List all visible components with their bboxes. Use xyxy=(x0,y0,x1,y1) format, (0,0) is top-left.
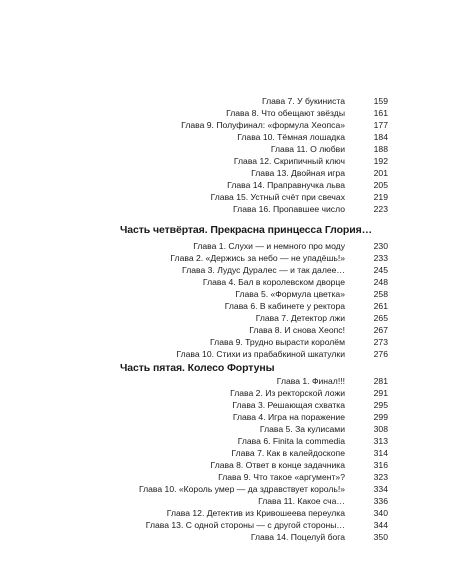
toc-entry[interactable] xyxy=(0,507,470,519)
toc-entry-title: Глава 9. Что такое «аргумент»? xyxy=(218,472,345,482)
toc-entry[interactable] xyxy=(0,447,470,459)
toc-entry-page: 308 xyxy=(373,424,388,434)
toc-entry[interactable] xyxy=(0,375,470,387)
toc-entry-title: Глава 13. Двойная игра xyxy=(251,168,345,178)
toc-entry-title: Глава 10. Тёмная лошадка xyxy=(237,132,345,142)
toc-entry-title: Глава 5. «Формула цветка» xyxy=(235,289,345,299)
toc-entry-title: Глава 8. Ответ в конце задачника xyxy=(210,460,345,470)
toc-entry-title: Глава 2. Из ректорской ложи xyxy=(230,388,345,398)
toc-entry-page: 295 xyxy=(373,400,388,410)
toc-entry-page: 258 xyxy=(373,289,388,299)
toc-entry-title: Глава 11. О любви xyxy=(270,144,345,154)
toc-entry-page: 334 xyxy=(373,484,388,494)
toc-entry-page: 350 xyxy=(373,532,388,542)
toc-entry[interactable] xyxy=(0,191,470,203)
toc-entry-title: Глава 7. У букиниста xyxy=(261,96,345,106)
toc-entry-title: Глава 15. Устный счёт при свечах xyxy=(210,192,345,202)
toc-entry-title: Глава 3. Решающая схватка xyxy=(232,400,345,410)
toc-entry[interactable] xyxy=(0,519,470,531)
toc-entry-title: Глава 7. Детектор лжи xyxy=(255,313,345,323)
toc-entry-title: Глава 1. Финал!!! xyxy=(276,376,345,386)
toc-entry-page: 188 xyxy=(373,144,388,154)
toc-entry[interactable] xyxy=(0,119,470,131)
toc-entry-page: 159 xyxy=(373,96,388,106)
toc-entry-title: Глава 16. Пропавшее число xyxy=(233,204,345,214)
toc-entry-title: Глава 5. За кулисами xyxy=(259,424,345,434)
toc-entry-page: 336 xyxy=(373,496,388,506)
toc-entry-page: 192 xyxy=(373,156,388,166)
toc-entry-title: Глава 14. Поцелуй бога xyxy=(250,532,345,542)
toc-entry[interactable] xyxy=(0,288,470,300)
toc-entry-page: 299 xyxy=(373,412,388,422)
toc-entry[interactable] xyxy=(0,399,470,411)
toc-entry[interactable] xyxy=(0,348,470,360)
toc-entry-page: 276 xyxy=(373,349,388,359)
toc-entry[interactable] xyxy=(0,423,470,435)
toc-entry-page: 223 xyxy=(373,204,388,214)
toc-entry[interactable] xyxy=(0,300,470,312)
toc-entry[interactable] xyxy=(0,131,470,143)
toc-entry[interactable] xyxy=(0,336,470,348)
part-five-heading[interactable]: Часть пятая. Колесо Фортуны xyxy=(120,362,275,374)
toc-entry[interactable] xyxy=(0,240,470,252)
toc-entry-page: 313 xyxy=(373,436,388,446)
toc-entry-title: Глава 1. Слухи — и немного про моду xyxy=(193,241,345,251)
toc-entry-title: Глава 8. Что обещают звёзды xyxy=(226,108,345,118)
toc-entry-title: Глава 13. С одной стороны — с другой стороны… xyxy=(145,520,345,530)
toc-entry[interactable] xyxy=(0,324,470,336)
toc-entry[interactable] xyxy=(0,95,470,107)
toc-entry-title: Глава 8. И снова Хеопс! xyxy=(249,325,345,335)
toc-entry[interactable] xyxy=(0,387,470,399)
toc-entry-page: 273 xyxy=(373,337,388,347)
toc-entry-title: Глава 14. Праправнучка льва xyxy=(227,180,345,190)
toc-entry-page: 265 xyxy=(373,313,388,323)
toc-entry-page: 219 xyxy=(373,192,388,202)
toc-entry-page: 267 xyxy=(373,325,388,335)
toc-entry[interactable] xyxy=(0,531,470,543)
toc-entry-page: 323 xyxy=(373,472,388,482)
toc-entry[interactable] xyxy=(0,495,470,507)
toc-entry-title: Глава 9. Полуфинал: «формула Хеопса» xyxy=(181,120,345,130)
toc-entry[interactable] xyxy=(0,411,470,423)
toc-entry-title: Глава 3. Лудус Дуралес — и так далее… xyxy=(182,265,345,275)
toc-entry-page: 161 xyxy=(373,108,388,118)
toc-entry-page: 316 xyxy=(373,460,388,470)
toc-entry-page: 281 xyxy=(373,376,388,386)
toc-entry-page: 291 xyxy=(373,388,388,398)
toc-entry-title: Глава 4. Бал в королевском дворце xyxy=(202,277,345,287)
toc-entry-page: 233 xyxy=(373,253,388,263)
toc-entry-page: 201 xyxy=(373,168,388,178)
toc-entry-title: Глава 2. «Держись за небо — не упадёшь!» xyxy=(170,253,345,263)
toc-entry-title: Глава 7. Как в калейдоскопе xyxy=(231,448,345,458)
toc-entry[interactable] xyxy=(0,155,470,167)
toc-entry[interactable] xyxy=(0,167,470,179)
toc-entry[interactable] xyxy=(0,143,470,155)
part-four-heading[interactable]: Часть четвёртая. Прекрасна принцесса Глория… xyxy=(120,224,373,236)
toc-entry[interactable] xyxy=(0,264,470,276)
toc-entry-page: 340 xyxy=(373,508,388,518)
toc-entry-title: Глава 6. В кабинете у ректора xyxy=(224,301,345,311)
toc-entry-title: Глава 4. Игра на поражение xyxy=(232,412,345,422)
toc-entry[interactable] xyxy=(0,276,470,288)
toc-entry-page: 177 xyxy=(373,120,388,130)
toc-entry[interactable] xyxy=(0,179,470,191)
toc-entry[interactable] xyxy=(0,471,470,483)
toc-entry-title: Глава 9. Трудно вырасти королём xyxy=(210,337,345,347)
toc-entry-title: Глава 11. Какое сча… xyxy=(258,496,345,506)
toc-entry[interactable] xyxy=(0,435,470,447)
toc-entry[interactable] xyxy=(0,252,470,264)
toc-entry[interactable] xyxy=(0,312,470,324)
toc-entry[interactable] xyxy=(0,459,470,471)
toc-entry[interactable] xyxy=(0,203,470,215)
toc-entry-title: Глава 12. Скрипичный ключ xyxy=(233,156,345,166)
toc-entry-page: 248 xyxy=(373,277,388,287)
toc-entry-page: 261 xyxy=(373,301,388,311)
toc-entry-page: 184 xyxy=(373,132,388,142)
toc-entry[interactable] xyxy=(0,483,470,495)
toc-entry-title: Глава 12. Детектив из Кривошеева переулка xyxy=(166,508,345,518)
toc-entry-title: Глава 10. «Король умер — да здравствует король!» xyxy=(138,484,345,494)
toc-entry-page: 205 xyxy=(373,180,388,190)
toc-entry-page: 245 xyxy=(373,265,388,275)
toc-entry-title: Глава 6. Finita la commedia xyxy=(237,436,345,446)
toc-entry-page: 230 xyxy=(373,241,388,251)
toc-entry-title: Глава 10. Стихи из прабабкиной шкатулки xyxy=(176,349,345,359)
toc-entry-page: 344 xyxy=(373,520,388,530)
toc-entry-page: 314 xyxy=(373,448,388,458)
toc-entry[interactable] xyxy=(0,107,470,119)
